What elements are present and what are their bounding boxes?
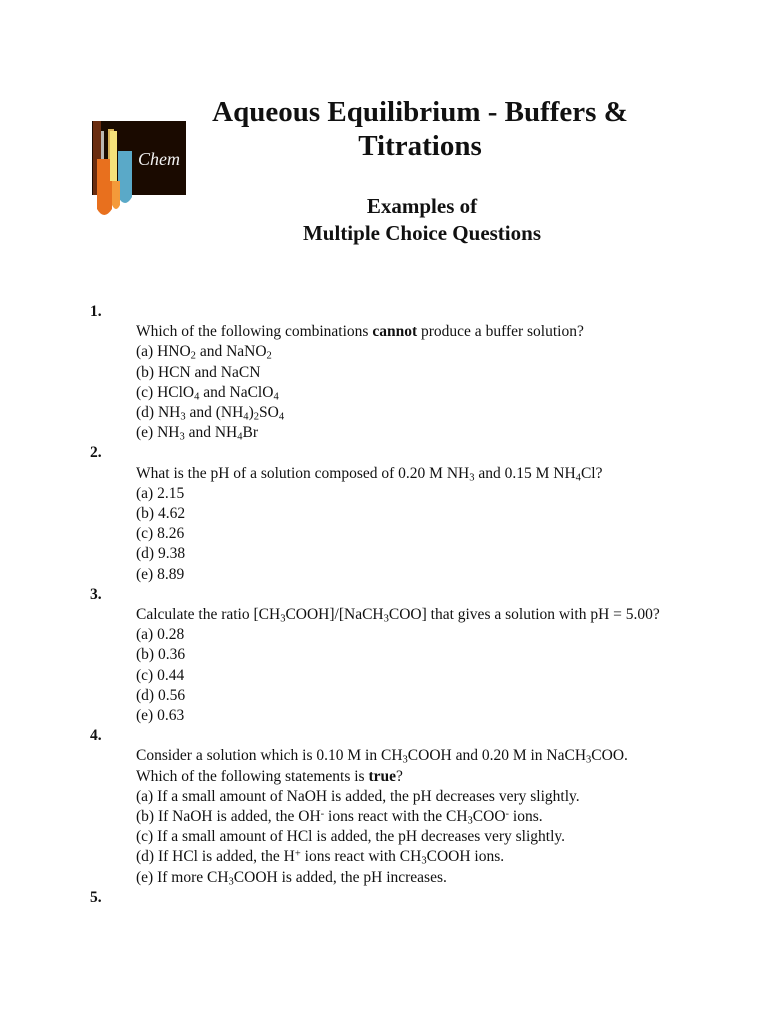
question-number: 1. bbox=[90, 303, 102, 320]
option-c: (c) 8.26 bbox=[136, 525, 185, 543]
option-a: (a) $HNO_2$ and NaNO$_2$ bbox=[136, 343, 272, 363]
title-line-2: Titrations bbox=[358, 130, 482, 162]
question-5 bbox=[90, 888, 690, 908]
subtitle-line-2: Multiple Choice Questions bbox=[302, 221, 541, 245]
question-prompt: Consider a solution which is 0.10 M in $CH_3COOH$ and 0.20 M in NaCH$_3$COO. bbox=[136, 747, 628, 767]
option-e: (e) 0.63 bbox=[136, 707, 185, 725]
logo-text: Chem bbox=[138, 149, 180, 169]
option-b: (b) 0.36 bbox=[136, 646, 186, 664]
option-a: (a) If a small amount of NaOH is added, the pH decreases very slightly. bbox=[136, 787, 580, 805]
question-prompt-2: Which of the following statements is true? bbox=[136, 767, 403, 785]
question-list bbox=[90, 302, 690, 908]
option-e: (e) $NH_3$ and $NH_4Br$ bbox=[136, 424, 259, 443]
option-c: (c) 0.44 bbox=[136, 666, 185, 684]
option-b: (b) If NaOH is added, the OH- ions react with the $CH_3COO^-$ ions. bbox=[136, 808, 543, 827]
option-c: (c) If a small amount of HCl is added, the pH decreases very slightly. bbox=[136, 828, 565, 846]
question-1 bbox=[90, 302, 690, 443]
title-line-1: Aqueous Equilibrium - Buffers & bbox=[212, 96, 628, 128]
question-3 bbox=[90, 585, 690, 726]
question-prompt: What is the pH of a solution composed of 0.20 M $NH_3$ and 0.15 M $NH_4Cl$? bbox=[136, 464, 603, 484]
subtitle-line-1: Examples of bbox=[366, 194, 478, 218]
option-c: (c) HClO$_4$ and NaClO$_4$ bbox=[136, 383, 279, 403]
question-2 bbox=[90, 443, 690, 584]
question-number: 5. bbox=[90, 888, 102, 906]
question-number: 3. bbox=[90, 585, 102, 603]
option-e: (e) If more $CH_3COOH$ is added, the pH increases. bbox=[136, 868, 447, 888]
question-prompt: Which of the following combinations cannot produce a buffer solution? bbox=[136, 323, 584, 341]
option-b: (b) HCN and NaCN bbox=[136, 363, 261, 381]
page-title bbox=[190, 95, 650, 163]
question-number: 2. bbox=[90, 444, 102, 462]
question-number: 4. bbox=[90, 727, 102, 745]
question-4 bbox=[90, 726, 690, 888]
option-d: (d) If HCl is added, the H+ ions react with $CH_3COOH$ ions. bbox=[136, 848, 505, 868]
option-a: (a) 2.15 bbox=[136, 484, 185, 502]
option-d: (d) 0.56 bbox=[136, 686, 186, 704]
option-d: (d) 9.38 bbox=[136, 545, 186, 563]
option-e: (e) 8.89 bbox=[136, 565, 185, 583]
page-subtitle bbox=[190, 193, 654, 247]
chem-logo bbox=[92, 121, 186, 219]
option-a: (a) 0.28 bbox=[136, 626, 185, 644]
question-prompt: Calculate the ratio $[CH_3COOH]/[NaCH_3COO]$ that gives a solution with pH = 5.00? bbox=[136, 606, 660, 625]
option-d: (d) $NH_3$ and $(NH_4)_2SO_4$ bbox=[136, 404, 285, 423]
option-b: (b) 4.62 bbox=[136, 505, 186, 522]
